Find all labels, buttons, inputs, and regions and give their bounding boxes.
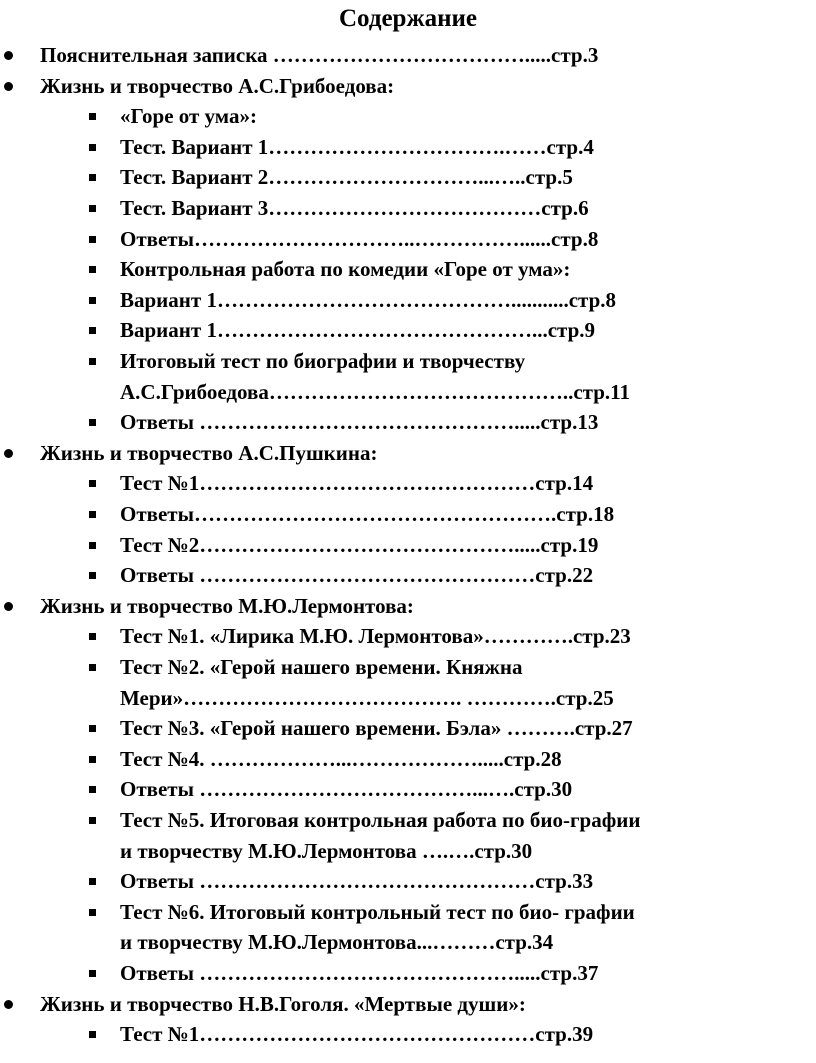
square-bullet-icon [89,419,96,426]
toc-text: Тест. Вариант 1…………………………….……стр.4 [120,134,594,159]
toc-text: Тест №3. «Герой нашего времени. Бэла» ……….стр.27 [120,716,633,741]
toc-text: Тест №6. Итоговый контрольный тест по био- графии [120,899,635,924]
square-bullet-icon [89,756,96,763]
toc-text: Мери»…………………………………. ………….стр.25 [120,685,614,710]
toc-text: Ответы…………………………………………….стр.18 [120,502,615,526]
toc-text: Тест. Вариант 2…………………………...…..стр.5 [120,165,573,190]
toc-text: Тест №1…………………………………………стр.39 [120,1022,594,1047]
toc-text: Итоговый тест по биографии и творчеству [120,349,526,373]
square-bullet-icon [89,236,96,243]
square-bullet-icon [89,480,96,487]
toc-entry-continuation [120,836,532,866]
square-bullet-icon [89,297,96,304]
square-bullet-icon [89,664,96,671]
square-bullet-icon [89,327,96,334]
toc-text: Ответы ……………………………………….....стр.13 [120,410,599,435]
toc-text: Тест. Вариант 3…………………………………стр.6 [120,196,589,220]
square-bullet-icon [89,970,96,977]
toc-text: Ответы …………………………………………стр.33 [120,869,594,894]
toc-text: Вариант 1………………………………………...стр.9 [120,318,596,343]
square-bullet-icon [89,113,96,120]
page-title: Содержание [338,5,477,32]
toc-text: Жизнь и творчество М.Ю.Лермонтова: [40,593,414,618]
square-bullet-icon [89,572,96,579]
toc-entry-continuation [120,927,553,957]
toc-text: Жизнь и творчество А.С.Пушкина: [40,440,378,465]
round-bullet-icon [4,602,13,611]
toc-text: Тест №1…………………………………………стр.14 [120,471,594,496]
square-bullet-icon [89,511,96,518]
toc-text: Ответы ……………………………………….....стр.37 [120,961,599,985]
round-bullet-icon [4,1000,13,1009]
round-bullet-icon [4,449,13,458]
toc-entry-continuation [120,683,614,713]
square-bullet-icon [89,266,96,273]
square-bullet-icon [89,909,96,916]
toc-text: Пояснительная записка ……………………………….....стр.3 [40,43,599,67]
toc-text: Тест №5. Итоговая контрольная работа по био-графии [120,808,641,832]
toc-text: Жизнь и творчество А.С.Грибоедова: [40,73,395,98]
square-bullet-icon [89,144,96,151]
toc-text: Тест №4. ………………...……………….....стр.28 [120,746,562,771]
toc-text: Ответы…………………………..……………......стр.8 [120,226,599,251]
toc-text: «Горе от ума»: [120,104,257,129]
square-bullet-icon [89,633,96,640]
toc-text: Ответы …………………………………...….стр.30 [120,777,573,802]
toc-text: Контрольная работа по комедии «Горе от ума»: [120,257,571,282]
round-bullet-icon [4,51,13,60]
toc-text: Жизнь и творчество Н.В.Гоголя. «Мертвые души»: [40,991,526,1016]
toc-text: Тест №1. «Лирика М.Ю. Лермонтова»………….стр.23 [120,624,631,649]
square-bullet-icon [89,205,96,212]
toc-text: и творчеству М.Ю.Лермонтова ….….стр.30 [120,838,533,863]
toc-text: А.С.Грибоедова……………………………………..стр.11 [120,379,631,404]
square-bullet-icon [89,725,96,732]
toc-entry-continuation [120,377,630,407]
toc-text: и творчеству М.Ю.Лермонтова...………стр.34 [120,930,554,955]
toc-text: Тест №2. «Герой нашего времени. Княжна [120,655,523,679]
toc-text: Тест №2……………………………………….....стр.19 [120,532,599,557]
square-bullet-icon [89,542,96,549]
square-bullet-icon [89,1031,96,1038]
square-bullet-icon [89,878,96,885]
round-bullet-icon [4,82,13,91]
square-bullet-icon [89,174,96,181]
toc-text: Ответы …………………………………………стр.22 [120,563,594,588]
square-bullet-icon [89,817,96,824]
toc-text: Вариант 1……………………………………...........стр.8 [120,287,617,312]
square-bullet-icon [89,786,96,793]
square-bullet-icon [89,358,96,365]
